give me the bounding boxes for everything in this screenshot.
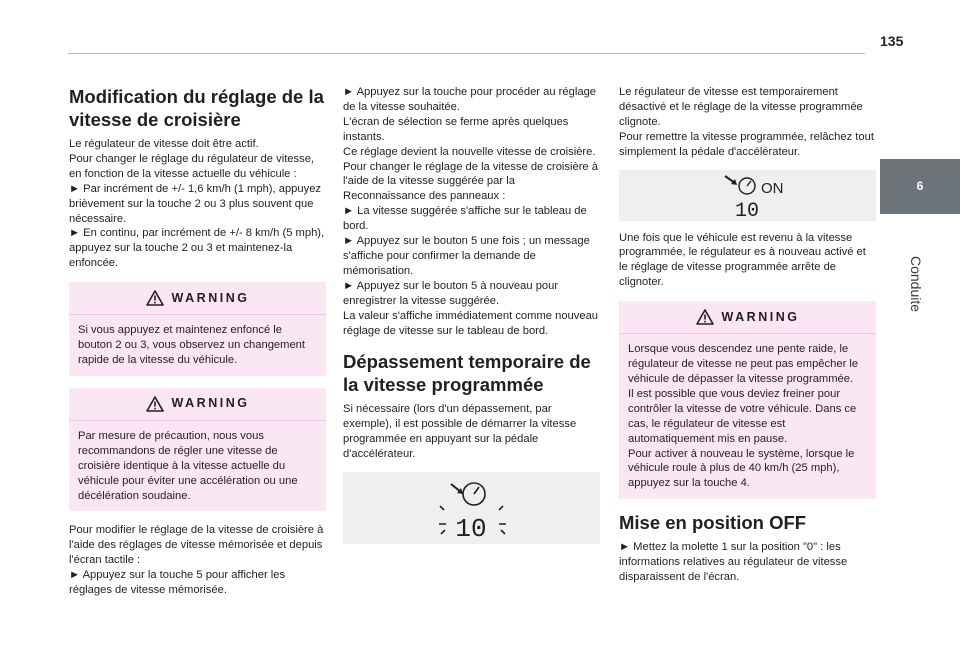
page-number: 135 — [880, 33, 904, 49]
warning-text: Par mesure de précaution, nous vous recommandons de régler une vitesse de croisière identique à la vitesse actuelle du véhicule pour éviter une accélération ou une décélération soudaine. — [78, 429, 298, 502]
paragraph: Si nécessaire (lors d'un dépassement, par exemple), il est possible de démarrer la vitesse programmée en appuyant sur la pédale d'accélérateur. — [343, 403, 577, 461]
paragraph: ► La vitesse suggérée s'affiche sur le tableau de bord. — [343, 205, 587, 233]
paragraph: Lorsque vous descendez une pente raide, le régulateur de vitesse ne peut pas empêcher le véhicule de dépasser la vitesse programmée. — [628, 343, 859, 385]
warning-box — [69, 282, 326, 376]
paragraph: Le régulateur de vitesse est temporairement désactivé et le réglage de la vitesse programmée clignote. — [619, 86, 863, 128]
paragraph: ► Appuyez sur la touche pour procéder au réglage de la vitesse souhaitée. — [343, 86, 597, 113]
warning-title: WARNING — [171, 396, 250, 411]
warning-text: Si vous appuyez et maintenez enfoncé le bouton 2 ou 3, vous observez un changement rapide de la vitesse du véhicule. — [78, 324, 306, 366]
speed-digits: 10 — [734, 199, 760, 221]
section-title: Mise en position OFF — [619, 512, 807, 534]
paragraph: ► Appuyez sur le bouton 5 à nouveau pour enregistrer la vitesse suggérée. — [343, 279, 559, 307]
paragraph: ► Mettez la molette 1 sur la position "0" : les informations relatives au régulateur de vitesse disparaissent de l'écran. — [619, 541, 848, 584]
warning-box — [619, 301, 876, 499]
speedometer-icon — [619, 170, 876, 221]
warning-header — [69, 282, 326, 315]
warning-triangle-icon — [696, 309, 714, 325]
cruise-on-illustration — [619, 170, 876, 221]
section-title: Modification du réglage de la vitesse de croisière — [69, 86, 324, 130]
column-3 — [619, 85, 876, 585]
paragraph: ► En continu, par incrément de +/- 8 km/h (5 mph), appuyez sur la touche 2 ou 3 et maintenez-la enfoncée. — [69, 227, 325, 270]
speed-illustration — [343, 472, 600, 544]
paragraph: Une fois que le véhicule est revenu à la vitesse programmée, le régulateur es à nouveau activé et le réglage de vitesse programmée arrête de clignoter. — [619, 231, 866, 289]
paragraph: Pour remettre la vitesse programmée, relâchez tout simplement la pédale d'accélérateur. — [619, 130, 874, 158]
paragraph: Pour activer à nouveau le système, lorsque le véhicule roule à plus de 40 km/h (25 mph), appuyez sur la touche 4. — [628, 447, 855, 490]
paragraph: Pour changer le réglage de la vitesse de croisière à l'aide de la vitesse suggérée par la Reconnaissance des panneaux : — [343, 160, 598, 203]
column-1 — [69, 85, 326, 598]
paragraph: ► Appuyez sur la touche 5 pour afficher les réglages de vitesse mémorisée. — [69, 569, 286, 597]
column-2 — [343, 85, 600, 554]
paragraph: Pour changer le réglage du régulateur de vitesse, en fonction de la vitesse actuelle du véhicule : — [69, 152, 315, 180]
speedometer-icon — [343, 472, 600, 544]
paragraph: ► Appuyez sur le bouton 5 une fois ; un message s'affiche pour confirmer la demande de mémorisation. — [343, 235, 590, 277]
paragraph: Le régulateur de vitesse doit être actif. — [69, 138, 259, 150]
warning-box — [69, 388, 326, 512]
paragraph: L'écran de sélection se ferme après quelques instants. — [343, 115, 569, 143]
warning-header — [69, 388, 326, 421]
speed-digits: 10 — [455, 514, 487, 545]
chapter-tab[interactable]: 6 — [880, 159, 960, 214]
warning-triangle-icon — [146, 396, 164, 412]
paragraph: Pour modifier le réglage de la vitesse de croisière à l'aide des réglages de vitesse mémorisée et depuis l'écran tactile : — [69, 524, 324, 567]
section-title: Dépassement temporaire de la vitesse programmée — [343, 351, 591, 396]
warning-triangle-icon — [146, 290, 164, 306]
paragraph: ► Par incrément de +/- 1,6 km/h (1 mph), appuyez brièvement sur la touche 2 ou 3 plus souvent que nécessaire. — [69, 182, 322, 225]
chapter-title: Conduite — [908, 256, 924, 313]
warning-title: WARNING — [721, 309, 800, 324]
paragraph: Il est possible que vous deviez freiner pour contrôler la vitesse de votre véhicule. Dans ce cas, le régulateur de vitesse est automatiquement mis en pause. — [628, 387, 857, 445]
warning-text — [619, 334, 876, 491]
on-label: ON — [761, 179, 784, 197]
warning-header — [619, 301, 876, 334]
warning-title: WARNING — [171, 290, 250, 305]
paragraph: Ce réglage devient la nouvelle vitesse de croisière. — [343, 145, 596, 158]
paragraph: La valeur s'affiche immédiatement comme nouveau réglage de vitesse sur le tableau de bord. — [343, 309, 599, 337]
header-divider — [68, 53, 865, 54]
